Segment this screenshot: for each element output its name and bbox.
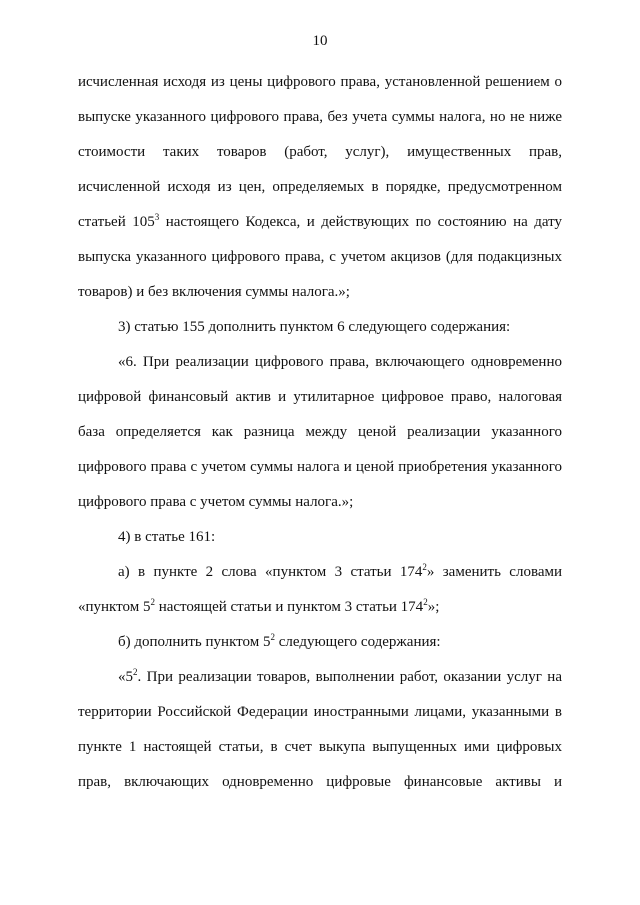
text-line-7: товаров) и без включения суммы налога.»; bbox=[78, 284, 350, 300]
text-line-17: б) дополнить пунктом $5^2$ следующего содержания: bbox=[118, 632, 441, 650]
text-line-6: выпуска указанного цифрового права, с учетом акцизов (для подакцизных bbox=[78, 249, 562, 265]
text-line-9: «6. При реализации цифрового права, включающего одновременно bbox=[118, 354, 562, 370]
text-line-20: пункте 1 настоящей статьи, в счет выкупа выпущенных ими цифровых bbox=[78, 739, 562, 755]
text-line-14: 4) в статье 161: bbox=[118, 529, 216, 545]
text-line-1: исчисленная исходя из цены цифрового права, установленной решением о bbox=[78, 74, 562, 90]
text-line-16: «пунктом $5^2$ настоящей статьи и пунктом 3 статьи $174^2$»; bbox=[78, 597, 440, 615]
text-line-4: исчисленной исходя из цен, определяемых в порядке, предусмотренном bbox=[78, 179, 562, 195]
text-line-19: территории Российской Федерации иностранными лицами, указанными в bbox=[78, 704, 562, 720]
text-line-18: «$5^2$. При реализации товаров, выполнении работ, оказании услуг на bbox=[118, 667, 562, 685]
text-line-12: цифрового права с учетом суммы налога и ценой приобретения указанного bbox=[78, 459, 562, 475]
text-line-13: цифрового права с учетом суммы налога.»; bbox=[78, 494, 354, 510]
text-line-2: выпуске указанного цифрового права, без учета суммы налога, но не ниже bbox=[78, 109, 562, 125]
text-line-8: 3) статью 155 дополнить пунктом 6 следующего содержания: bbox=[118, 319, 511, 335]
page-number: 10 bbox=[312, 33, 328, 49]
text-line-21: прав, включающих одновременно цифровые финансовые активы и bbox=[78, 774, 562, 790]
text-line-11: база определяется как разница между ценой реализации указанного bbox=[78, 424, 562, 440]
text-line-15: а) в пункте 2 слова «пунктом 3 статьи $174^2$» заменить словами bbox=[118, 562, 563, 580]
text-line-5: статьей $105^3$ настоящего Кодекса, и действующих по состоянию на дату bbox=[78, 212, 562, 230]
text-line-10: цифровой финансовый актив и утилитарное цифровое право, налоговая bbox=[78, 389, 562, 405]
text-line-3: стоимости таких товаров (работ, услуг), имущественных прав, bbox=[78, 144, 562, 160]
